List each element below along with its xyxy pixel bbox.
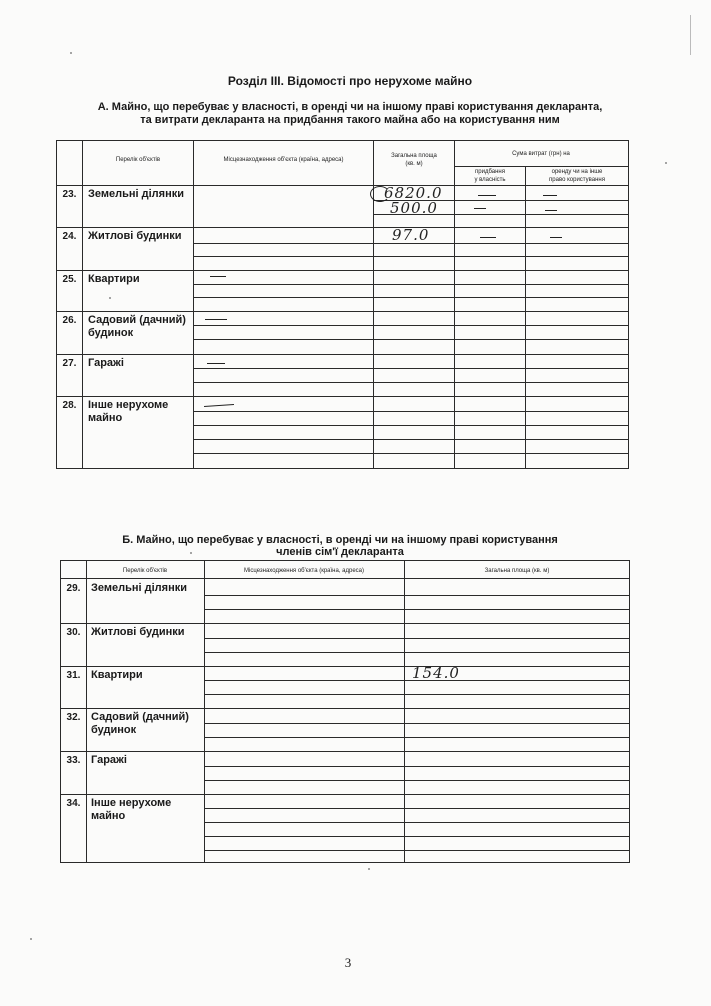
scan-edge-mark <box>690 15 691 55</box>
dash-24-acq <box>480 237 496 238</box>
row-29-label: Земельні ділянки <box>91 582 187 594</box>
header-area-line2: (кв. м) <box>405 161 423 167</box>
dash-23-rent-2 <box>545 210 557 211</box>
dash-23-acq-2 <box>474 208 486 209</box>
dash-28-location <box>204 404 234 407</box>
row-28-label-line2: майно <box>88 412 123 424</box>
dash-26-location <box>205 319 227 320</box>
header-rent <box>527 168 627 184</box>
row-26-label-line1: Садовий (дачний) <box>88 314 186 326</box>
row-33-number: 33. <box>66 755 81 766</box>
row-23-number: 23. <box>62 189 77 200</box>
scan-speck <box>665 162 667 164</box>
section-a-title-line2: та витрати декларанта на придбання такого майна або на користування ним <box>140 114 560 126</box>
family-header-location: Місцезнаходження об'єкта (країна, адреса) <box>244 568 364 574</box>
row-34-label-line1: Інше нерухоме <box>91 797 172 809</box>
handwritten-land-area-1: 6820.0 <box>384 184 443 202</box>
row-32-label-line1: Садовий (дачний) <box>91 711 189 723</box>
header-rent-line1: оренду чи на інше <box>551 169 603 175</box>
scan-speck <box>30 938 32 940</box>
row-26-label <box>88 314 186 340</box>
row-34-label <box>91 797 171 823</box>
section-b-title-line1: Б. Майно, що перебуває у власності, в оренді чи на іншому праві користування <box>122 534 558 546</box>
header-acquisition-line1: придбання <box>475 169 505 175</box>
section-title: Розділ III. Відомості про нерухоме майно <box>227 74 473 88</box>
row-26-label-line2: будинок <box>88 327 134 339</box>
header-area-line1: Загальна площа <box>391 153 437 159</box>
page-number: 3 <box>344 955 352 970</box>
handwritten-apartment-area: 154.0 <box>412 664 460 682</box>
row-28-number: 28. <box>62 400 77 411</box>
dash-25-location <box>210 276 226 277</box>
row-27-label: Гаражі <box>88 357 124 369</box>
dash-24-rent <box>550 237 562 238</box>
header-acquisition <box>456 168 524 184</box>
property-table-declarant <box>0 0 711 480</box>
row-30-number: 30. <box>66 627 81 638</box>
header-location: Місцезнаходження об'єкта (країна, адреса) <box>223 157 344 163</box>
dash-27-location <box>207 363 225 364</box>
header-list: Перелік об'єктів <box>115 157 161 163</box>
property-table-family <box>0 540 711 880</box>
row-24-number: 24. <box>62 231 77 242</box>
handwritten-land-area-2: 500.0 <box>390 199 438 217</box>
scan-speck <box>109 297 111 299</box>
handwritten-house-area: 97.0 <box>392 226 430 244</box>
header-expenses: Сума витрат (грн) на <box>512 151 570 157</box>
row-34-label-line2: майно <box>91 810 126 822</box>
header-area <box>376 152 452 168</box>
row-32-number: 32. <box>66 712 81 723</box>
row-31-number: 31. <box>66 670 81 681</box>
row-28-label <box>88 399 168 425</box>
family-header-area: Загальна площа (кв. м) <box>484 568 550 574</box>
row-33-label: Гаражі <box>91 754 127 766</box>
family-header-list: Перелік об'єктів <box>122 568 168 574</box>
row-31-label: Квартири <box>91 669 143 681</box>
row-26-number: 26. <box>62 315 77 326</box>
scan-speck <box>190 552 192 554</box>
dash-23-acq-1 <box>478 195 496 196</box>
header-acquisition-line2: у власність <box>474 177 506 183</box>
dash-23-rent-1 <box>543 195 557 196</box>
row-24-label: Житлові будинки <box>88 230 182 242</box>
header-rent-line2: право користування <box>549 177 605 183</box>
scan-speck <box>368 868 370 870</box>
row-28-label-line1: Інше нерухоме <box>88 399 169 411</box>
handwritten-circle-mark <box>370 186 390 202</box>
scan-speck <box>70 52 72 54</box>
row-30-label: Житлові будинки <box>91 626 185 638</box>
row-27-number: 27. <box>62 358 77 369</box>
section-b-title-line2: членів сім'ї декларанта <box>276 546 404 558</box>
row-23-label: Земельні ділянки <box>88 188 184 200</box>
row-25-label: Квартири <box>88 273 140 285</box>
row-25-number: 25. <box>62 274 77 285</box>
row-34-number: 34. <box>66 798 81 809</box>
row-29-number: 29. <box>66 583 81 594</box>
row-32-label <box>91 711 189 737</box>
row-32-label-line2: будинок <box>91 724 137 736</box>
section-a-title-line1: А. Майно, що перебуває у власності, в оренді чи на іншому праві користування декларанта, <box>97 101 603 113</box>
